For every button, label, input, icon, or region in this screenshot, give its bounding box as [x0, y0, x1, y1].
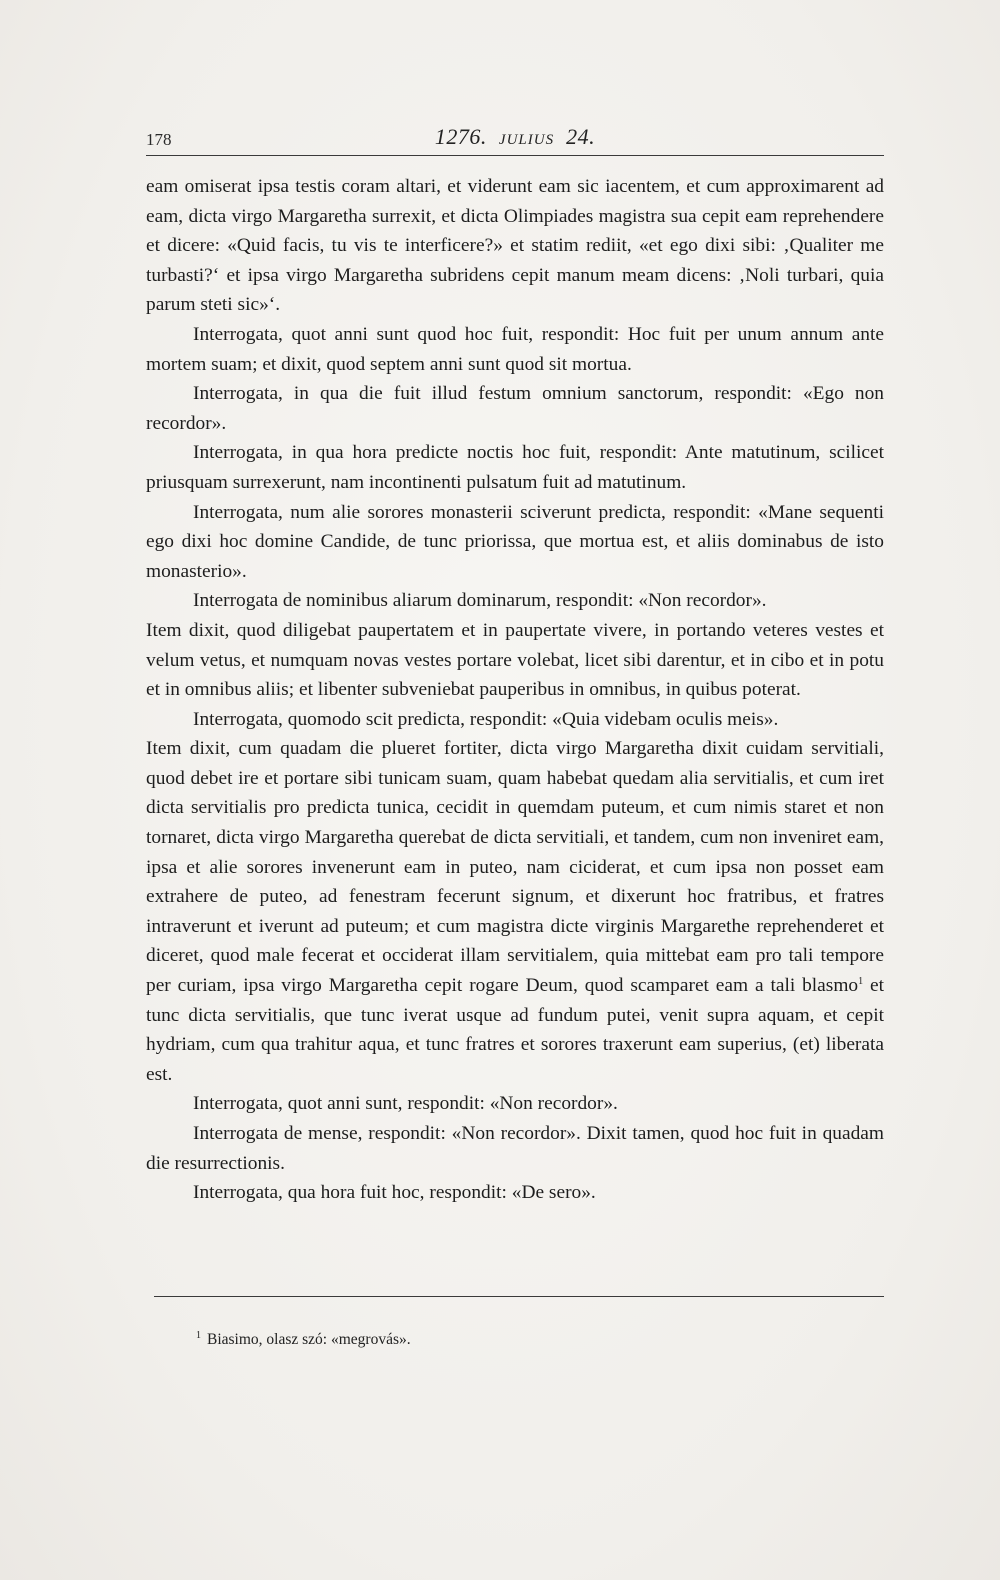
paragraph: Interrogata, quot anni sunt, respondit: «Non recordor». — [193, 1093, 618, 1115]
paragraph: Interrogata, quot anni sunt quod hoc fuit, respondit: Hoc fuit per unum annum ante mortem suam; et dixit, quod septem anni sunt quod sit mortua. — [146, 323, 884, 375]
footnote-reference[interactable]: 1 — [858, 976, 864, 988]
paragraph — [146, 734, 884, 1089]
page-header — [146, 122, 884, 158]
footnote-rule — [154, 1296, 884, 1297]
paragraph: Interrogata, qua hora fuit hoc, respondit: «De sero». — [193, 1182, 596, 1204]
footnote-text: Biasimo, olasz szó: «megrovás». — [207, 1331, 411, 1348]
paragraph: Interrogata, in qua hora predicte noctis hoc fuit, respondit: Ante matutinum, scilicet priusquam surrexerunt, nam incontinenti pulsatum fuit ad matutinum. — [146, 442, 884, 493]
running-head-month: JULIUS — [498, 132, 555, 148]
paragraph-text: Item dixit, cum quadam die plueret fortiter, dicta virgo Margaretha dixit cuidam servitiali, quod debet ire et portare sibi tunicam suam, quam habebat quedam alia servitialis, et cum iret dicta servitialis pro predicta tunica, cecidit in quemdam puteum, et cum nimis staret et non tornaret, dicta virgo Margaretha querebat de dicta servitiali, et tandem, cum non inveniret eam, ipsa et alie sorores invenerunt eam in puteo, nam ciciderat, et cum ipsa non posset eam extrahere de puteo, ad fenestram fecerunt signum, et dixerunt hoc fratribus, et fratres intraverunt et iverunt ad puteum; et cum magistra dicte virginis Margarethe reprehenderet et diceret, quod male fecerat et occiderat illam servitialem, quia mittebat eam pro tali tempore per curiam, ipsa virgo Margaretha cepit rogare Deum, quod scamparet eam a tali blasmo — [146, 738, 884, 997]
header-rule — [146, 155, 884, 156]
paragraph: Interrogata, quomodo scit predicta, respondit: «Quia videbam oculis meis». — [193, 708, 779, 730]
body-text — [146, 172, 884, 1208]
running-head-day: 24. — [566, 124, 596, 149]
running-head-year: 1276. — [434, 124, 487, 149]
paragraph-text: et tunc dicta servitialis, que tunc iverat usque ad fundum putei, venit supra aquam, et cepit hydriam, cum qua trahitur aqua, et tunc fratres et sorores traxerunt eam superius, (et) liberata est. — [146, 975, 884, 1085]
paragraph: Item dixit, quod diligebat paupertatem et in paupertate vivere, in portando veteres vestes et velum vetus, et numquam novas vestes portare volebat, licet sibi darentur, et in cibo et in potu et in omnibus aliis; et libenter subveniebat pauperibus in omnibus, in quibus poterat. — [146, 619, 884, 701]
paragraph: Interrogata de nominibus aliarum dominarum, respondit: «Non recordor». — [193, 590, 767, 612]
paragraph: eam omiserat ipsa testis coram altari, et viderunt eam sic iacentem, et cum approximarent ad eam, dicta virgo Margaretha surrexit, et dicta Olimpiades magistra sua cepit eam reprehendere et dicere: «Quid facis, tu vis te interficere?» et statim rediit, «et ego dixi sibi: ‚Qualiter me turbasti?‘ et ipsa virgo Margaretha subridens cepit manum meam dicens: ‚Noli turbari, quia parum steti sic»‘. — [146, 176, 884, 316]
page-number: 178 — [146, 130, 172, 149]
running-head — [146, 124, 884, 150]
paragraph: Interrogata, num alie sorores monasterii sciverunt predicta, respondit: «Mane sequenti ego dixi hoc domine Candide, de tunc priorissa, que mortua est, et aliis dominabus de isto monasterio». — [146, 501, 884, 582]
footnotes — [196, 1326, 876, 1350]
paragraph: Interrogata, in qua die fuit illud festum omnium sanctorum, respondit: «Ego non recordor». — [146, 383, 884, 434]
paragraph: Interrogata de mense, respondit: «Non recordor». Dixit tamen, quod hoc fuit in quadam die resurrectionis. — [146, 1123, 884, 1174]
footnote — [196, 1326, 876, 1350]
footnote-mark: 1 — [196, 1330, 201, 1341]
